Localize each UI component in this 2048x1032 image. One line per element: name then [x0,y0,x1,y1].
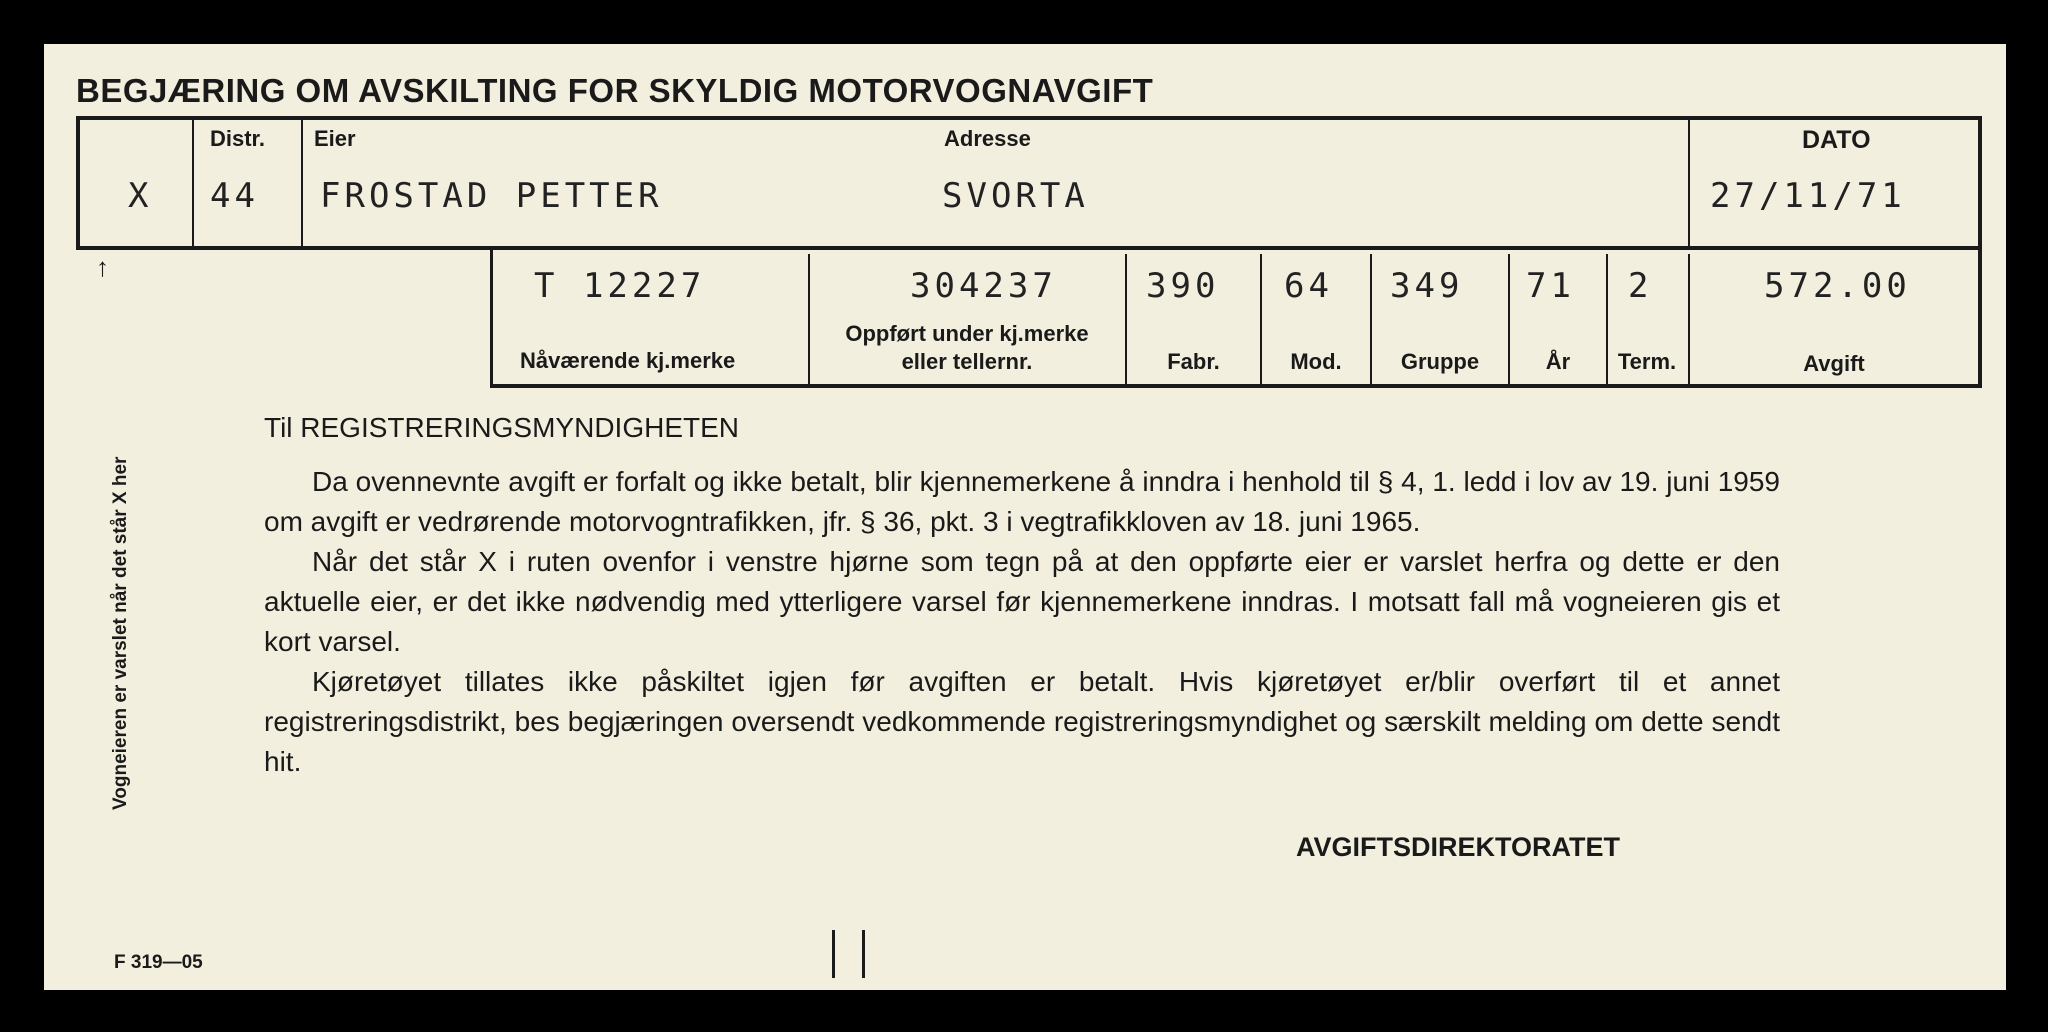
header-top-rule [76,116,1982,120]
label-term: Term. [1617,349,1677,374]
divider-dato [1688,120,1690,248]
value-fabr: 390 [1146,266,1220,306]
notified-mark: X [128,176,153,216]
value-distr: 44 [210,176,259,216]
paragraph-2: Når det står X i ruten ovenfor i venstre hjørne som tegn på at den oppførte eier er varslet herfra og dette er den aktuelle eier, er det ikke nødvendig med ytterligere varsel før kjennemerkene inndras. I motsatt fall må vogneieren gis et kort varsel. [264,546,1780,657]
value-mod: 64 [1284,266,1333,306]
detail-bottom-rule [490,384,1982,388]
value-term: 2 [1628,266,1653,306]
label-aar: År [1545,349,1571,374]
body-text [264,462,1780,782]
label-distr: Distr. [210,126,266,151]
value-adresse: SVORTA [942,176,1089,216]
header-right-border [1978,116,1982,250]
label-oppfort [812,320,1122,376]
divider-oppfort [808,254,810,384]
form-number: F 319—05 [114,952,203,973]
up-arrow-icon: ↑ [96,252,109,282]
label-gruppe: Gruppe [1400,349,1480,374]
value-oppfort: 304237 [910,266,1057,306]
divider-eier [301,120,303,248]
value-dato: 27/11/71 [1710,176,1906,216]
divider-distr [192,120,194,248]
body-heading: Til REGISTRERINGSMYNDIGHETEN [264,412,739,443]
value-kjmerke: T 12227 [534,266,706,306]
label-fabr: Fabr. [1167,349,1220,374]
header-bottom-rule [76,246,1982,250]
side-note: Vogneieren er varslet når det står X her [110,456,131,810]
label-eier: Eier [314,126,356,151]
paragraph-1: Da ovennevnte avgift er forfalt og ikke betalt, blir kjennemerkene å inndra i henhold til § 4, 1. ledd i lov av 19. juni 1959 om avgift er vedrørende motorvogntrafikken, jfr. § 36, pkt. 3 i vegtrafikkloven av 18. juni 1965. [264,466,1780,537]
header-left-border [76,116,80,250]
fold-mark-left [832,930,835,978]
value-gruppe: 349 [1390,266,1464,306]
label-mod: Mod. [1290,349,1342,374]
signoff: AVGIFTSDIREKTORATET [1296,832,1620,862]
label-oppfort-line2: eller tellernr. [901,349,1033,374]
label-adresse: Adresse [944,126,1031,151]
label-avgift: Avgift [1803,351,1865,376]
value-aar: 71 [1526,266,1575,306]
paragraph-3: Kjøretøyet tillates ikke påskiltet igjen før avgiften er betalt. Hvis kjøretøyet er/blir overført til et annet registreringsdistrikt, bes begjæringen oversendt vedkommende registreringsmyndighet og særskilt melding om dette sendt hit. [264,666,1780,777]
form-title: BEGJÆRING OM AVSKILTING FOR SKYLDIG MOTORVOGNAVGIFT [76,72,1154,109]
label-dato: DATO [1802,126,1871,154]
label-kjmerke: Nåværende kj.merke [520,348,736,373]
label-oppfort-line1: Oppført under kj.merke [845,321,1089,346]
value-eier: FROSTAD PETTER [320,176,663,216]
value-avgift: 572.00 [1764,266,1911,306]
detail-left-border [490,250,493,388]
fold-mark-right [862,930,865,978]
detail-right-border [1978,250,1982,388]
